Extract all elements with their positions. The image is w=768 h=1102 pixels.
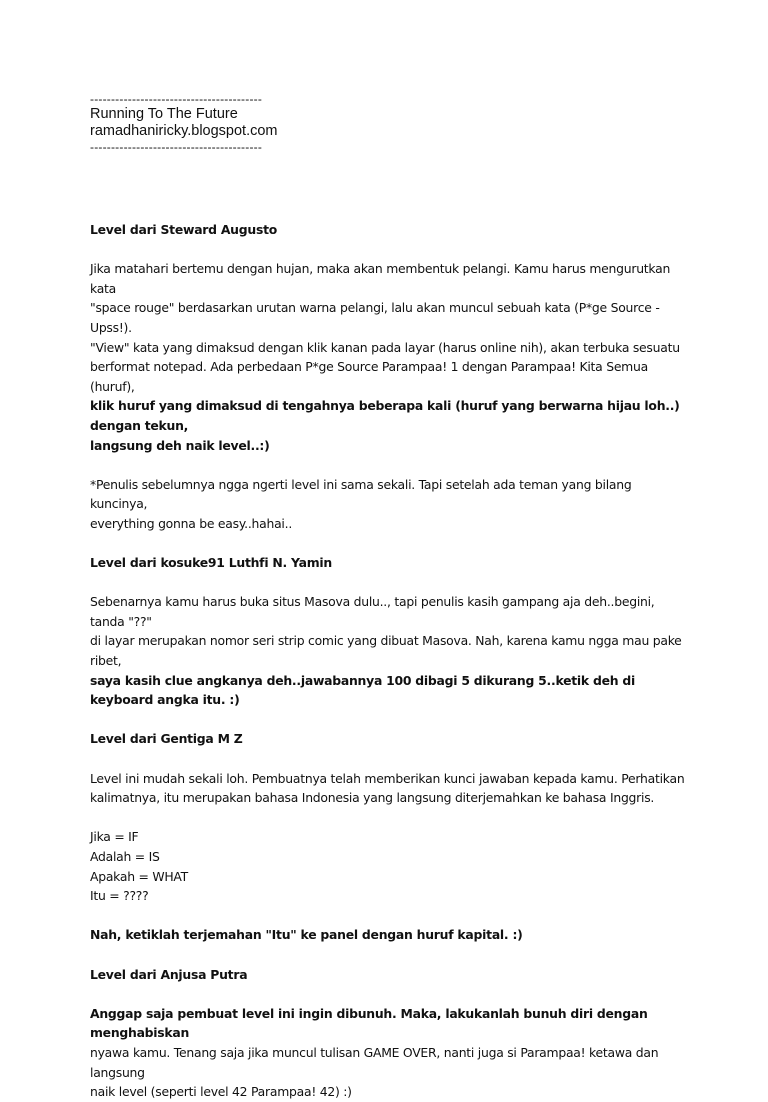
translation-line: Apakah = WHAT xyxy=(90,868,188,884)
paragraph-line: langsung deh naik level..:) xyxy=(90,437,270,453)
paragraph-line: di layar merupakan nomor seri strip comic yang dibuat Masova. Nah, karena kamu ngga mau pake ribet, xyxy=(90,633,682,669)
section-heading: Level dari Gentiga M Z xyxy=(90,731,243,747)
header-rule-bottom: ----------------------------------------- xyxy=(90,140,263,154)
paragraph-line: Anggap saja pembuat level ini ingin dibunuh. Maka, lakukanlah bunuh diri dengan menghabiskan xyxy=(90,1005,648,1041)
blog-url: ramadhaniricky.blogspot.com xyxy=(90,123,278,139)
paragraph-line: kalimatnya, itu merupakan bahasa Indonesia yang langsung diterjemahkan ke bahasa Inggris. xyxy=(90,790,655,806)
paragraph-line: "View" kata yang dimaksud dengan klik kanan pada layar (harus online nih), akan terbuka sesuatu xyxy=(90,339,680,355)
translation-line: Adalah = IS xyxy=(90,849,160,864)
section-heading: Level dari Steward Augusto xyxy=(90,222,278,237)
paragraph-line: Level ini mudah sekali loh. Pembuatnya telah memberikan kunci jawaban kepada kamu. Perhatikan xyxy=(90,770,685,786)
paragraph-line: Jika matahari bertemu dengan hujan, maka akan membentuk pelangi. Kamu harus mengurutkan kata xyxy=(90,261,671,296)
document-body xyxy=(90,220,690,1102)
paragraph-line: berformat notepad. Ada perbedaan P*ge Source Parampaa! 1 dengan Parampaa! Kita Semua (huruf), xyxy=(90,359,648,394)
paragraph-line: "space rouge" berdasarkan urutan warna pelangi, lalu akan muncul sebuah kata (P*ge Source - Upss!). xyxy=(90,300,660,335)
note-line: everything gonna be easy..hahai.. xyxy=(90,515,293,531)
document-header xyxy=(90,92,278,154)
paragraph-line: naik level (seperti level 42 Parampaa! 42) :) xyxy=(90,1084,352,1100)
header-rule-top: ----------------------------------------- xyxy=(90,92,263,106)
paragraph-line: saya kasih clue angkanya deh..jawabannya 100 dibagi 5 dikurang 5..ketik deh di keyboard angka itu. :) xyxy=(90,672,636,708)
section-heading: Level dari Anjusa Putra xyxy=(90,966,248,982)
paragraph-line: nyawa kamu. Tenang saja jika muncul tulisan GAME OVER, nanti juga si Parampaa! ketawa dan langsung xyxy=(90,1044,659,1080)
translation-line: Itu = ???? xyxy=(90,888,149,904)
paragraph-line: Nah, ketiklah terjemahan "Itu" ke panel dengan huruf kapital. :) xyxy=(90,927,523,943)
note-line: *Penulis sebelumnya ngga ngerti level ini sama sekali. Tapi setelah ada teman yang bilang kuncinya, xyxy=(90,476,632,512)
blog-title: Running To The Future xyxy=(90,106,238,122)
translation-line: Jika = IF xyxy=(90,829,139,845)
paragraph-line: Sebenarnya kamu harus buka situs Masova dulu.., tapi penulis kasih gampang aja deh..begini, tanda "??" xyxy=(90,594,655,629)
section-heading: Level dari kosuke91 Luthfi N. Yamin xyxy=(90,555,332,571)
paragraph-line: klik huruf yang dimaksud di tengahnya beberapa kali (huruf yang berwarna hijau loh..) dengan tekun, xyxy=(90,398,680,433)
